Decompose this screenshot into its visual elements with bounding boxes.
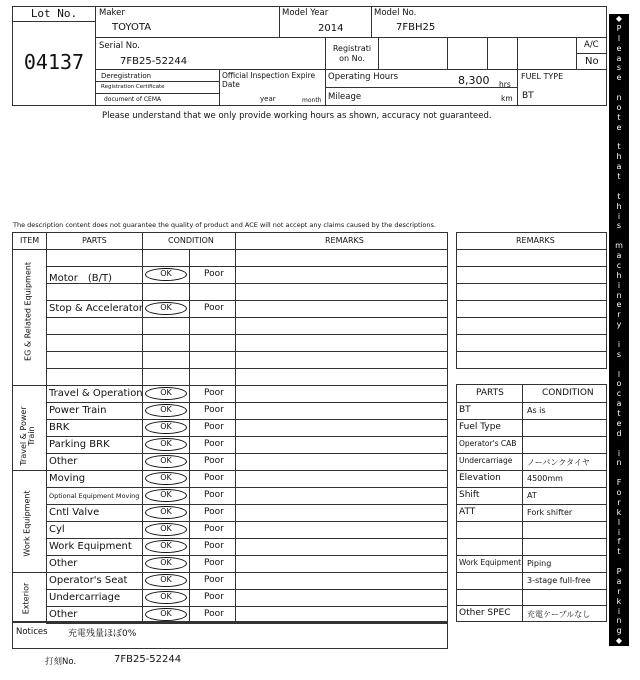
maker-label: Maker — [99, 8, 125, 18]
ac-value: No — [585, 56, 599, 67]
condition-poor: Poor — [204, 575, 224, 585]
condition-poor: Poor — [204, 456, 224, 466]
side-note-char: P — [616, 567, 622, 576]
row-part-label: Cntl Valve — [49, 507, 100, 518]
row-part-label: Moving — [49, 473, 86, 484]
header-item: ITEM — [20, 236, 40, 245]
condition-ok-circled: OK — [145, 387, 187, 400]
side-note-char: t — [617, 409, 621, 418]
spec-part: Work Equipment — [459, 558, 522, 567]
model-no-value: 7FBH25 — [396, 22, 436, 33]
condition-poor: Poor — [204, 422, 224, 432]
side-note-char: a — [616, 162, 622, 172]
deregistration-label: Deregistration — [101, 72, 152, 80]
side-note-char: c — [616, 389, 622, 399]
condition-ok-circled: OK — [145, 540, 187, 553]
lot-value-cell — [12, 21, 96, 106]
model-year-label: Model Year — [282, 8, 329, 18]
side-note-char — [609, 330, 629, 340]
group-work: Work Equipment — [22, 490, 32, 557]
row-part-label: Work Equipment — [49, 541, 132, 552]
stamp-label: 打刻No. — [45, 657, 77, 667]
side-location-note — [609, 14, 629, 646]
notices-value: 充電残量ほぼ0% — [68, 629, 137, 639]
condition-poor: Poor — [204, 541, 224, 551]
side-note-char: d — [616, 428, 622, 438]
side-note-char — [609, 231, 629, 241]
mileage-label: Mileage — [328, 92, 362, 102]
condition-ok-circled: OK — [145, 557, 187, 570]
registration-label: Registrati on No. — [332, 44, 372, 63]
side-note-char — [609, 557, 629, 567]
row-part-label: Operator's Seat — [49, 575, 128, 586]
condition-ok-circled: OK — [145, 421, 187, 434]
side-note-char: r — [617, 586, 621, 596]
condition-ok-circled: OK — [145, 523, 187, 536]
inspection-label: Official Inspection Expire Date — [222, 71, 316, 89]
group-eg: EG & Related Equipment — [23, 262, 33, 361]
cema-document-label: document of CEMA — [104, 96, 162, 103]
spec-condition: AT — [527, 491, 537, 500]
condition-poor: Poor — [204, 439, 224, 449]
condition-ok-circled: OK — [145, 472, 187, 485]
condition-poor: Poor — [204, 388, 224, 398]
condition-poor: Poor — [204, 303, 224, 313]
row-part-label: Optional Equipment Moving — [49, 492, 140, 500]
side-note-char: i — [617, 527, 621, 537]
side-note-char: l — [617, 517, 621, 527]
spec-condition: ノーパンクタイヤ — [527, 458, 590, 467]
row-part-label: Other — [49, 558, 78, 569]
spec-condition: 3-stage full-free — [527, 576, 591, 585]
side-note-char: y — [616, 320, 622, 330]
lot-number: 04137 — [23, 50, 85, 74]
side-note-char: i — [617, 448, 621, 458]
side-note-char — [609, 360, 629, 370]
condition-poor: Poor — [204, 592, 224, 602]
side-note-char: e — [616, 122, 622, 132]
side-note-char: ◆ — [615, 636, 623, 646]
side-note-char: l — [617, 369, 621, 379]
side-note-char: s — [616, 349, 622, 359]
right-remarks-header: REMARKS — [516, 236, 555, 245]
side-note-char: a — [616, 251, 622, 260]
condition-poor: Poor — [204, 405, 224, 415]
side-note-char: i — [617, 211, 621, 221]
side-note-char: g — [616, 626, 622, 636]
fuel-type-value: BT — [522, 91, 534, 101]
side-note-char: k — [616, 596, 622, 606]
side-note-char: o — [616, 488, 622, 497]
row-part-label: Other — [49, 456, 78, 467]
side-note-char: i — [617, 280, 621, 290]
row-part-label: Parking BRK — [49, 439, 110, 450]
side-note-char — [609, 468, 629, 478]
side-note-char: e — [616, 73, 622, 83]
side-note-char — [609, 133, 629, 143]
row-part-label: Travel & Operation — [49, 388, 143, 399]
side-note-char: m — [615, 241, 623, 251]
side-note-char: ◆ — [615, 14, 623, 23]
spec-condition: 4500mm — [527, 474, 563, 483]
header-condition: CONDITION — [168, 236, 214, 245]
condition-poor: Poor — [204, 558, 224, 568]
spec-part: Other SPEC — [459, 608, 511, 618]
lot-label-cell — [12, 6, 96, 22]
side-note-char: n — [616, 290, 622, 300]
mileage-unit: km — [501, 94, 513, 103]
ac-label: A/C — [584, 40, 599, 50]
spec-part: Shift — [459, 490, 480, 500]
condition-ok-circled: OK — [145, 268, 187, 281]
side-note-char: n — [616, 93, 622, 102]
notices-label: Notices — [16, 627, 48, 637]
row-part-label: Power Train — [49, 405, 107, 416]
side-note-char: h — [616, 201, 622, 211]
spec-part: Operator's CAB — [459, 439, 517, 448]
side-note-char: k — [616, 507, 622, 517]
spec-condition: Piping — [527, 559, 552, 568]
side-note-char: t — [617, 191, 621, 201]
lot-label: Lot No. — [30, 7, 78, 20]
side-note-char: a — [616, 399, 622, 409]
side-note-char: n — [616, 616, 622, 626]
inspection-year-label: year — [260, 95, 276, 103]
side-note-char: r — [617, 310, 621, 320]
side-note-char: n — [616, 458, 622, 468]
condition-ok-circled: OK — [145, 506, 187, 519]
side-note-char: F — [616, 478, 622, 488]
hours-accuracy-notice: Please understand that we only provide working hours as shown, accuracy not guaranteed. — [102, 111, 492, 121]
spec-condition: As is — [527, 406, 546, 415]
spec-part: BT — [459, 405, 471, 415]
condition-poor: Poor — [204, 507, 224, 517]
side-note-char: t — [617, 142, 621, 152]
side-note-char: e — [616, 300, 622, 310]
operating-hours-label: Operating Hours — [328, 72, 399, 82]
header-remarks: REMARKS — [325, 236, 364, 245]
condition-poor: Poor — [204, 473, 224, 483]
side-note-char: h — [616, 152, 622, 162]
group-exterior: Exterior — [21, 582, 31, 615]
group-travel: Travel & Power Train — [19, 406, 36, 466]
side-note-char: l — [617, 33, 621, 43]
side-note-char: s — [616, 221, 622, 231]
side-note-char: e — [616, 418, 622, 428]
side-note-char: t — [617, 547, 621, 557]
condition-ok-circled: OK — [145, 608, 187, 621]
side-note-char: a — [616, 576, 622, 586]
serial-label: Serial No. — [99, 41, 140, 51]
side-note-char — [609, 83, 629, 93]
side-note-char: a — [616, 53, 622, 63]
side-note-char: r — [617, 497, 621, 507]
side-note-char: h — [616, 270, 622, 280]
spec-part: Elevation — [459, 473, 501, 483]
condition-poor: Poor — [204, 524, 224, 534]
side-note-char: e — [616, 43, 622, 53]
stamp-value: 7FB25-52244 — [114, 654, 182, 665]
side-note-char: P — [616, 23, 622, 33]
condition-poor: Poor — [204, 269, 224, 279]
side-note-char: i — [617, 339, 621, 349]
condition-ok-circled: OK — [145, 455, 187, 468]
spec-part: Undercarriage — [459, 456, 513, 465]
header-parts: PARTS — [82, 236, 107, 245]
spec-header-condition: CONDITION — [542, 388, 594, 398]
maker-value: TOYOTA — [112, 22, 152, 33]
side-note-char: s — [616, 63, 622, 73]
condition-poor: Poor — [204, 609, 224, 619]
disclaimer: The description content does not guarantee the quality of product and ACE will not accept any claims caused by the descriptions. — [13, 221, 436, 229]
row-part-label: Motor (B/T) — [49, 273, 113, 284]
spec-condition: 充電ケーブルなし — [527, 610, 591, 619]
spec-part: ATT — [459, 507, 476, 517]
operating-hours-value: 8,300 — [458, 74, 490, 87]
spec-header-parts: PARTS — [476, 388, 504, 398]
side-note-char: i — [617, 606, 621, 616]
condition-ok-circled: OK — [145, 574, 187, 587]
side-note-char: o — [616, 379, 622, 389]
row-part-label: Cyl — [49, 524, 65, 535]
model-no-label: Model No. — [374, 8, 417, 18]
side-note-char: c — [616, 260, 622, 270]
side-note-char: t — [617, 172, 621, 181]
hours-unit: hrs — [499, 80, 511, 89]
spec-condition: Fork shifter — [527, 508, 573, 517]
spec-part: Fuel Type — [459, 422, 501, 432]
row-part-label: Undercarriage — [49, 592, 121, 603]
condition-poor: Poor — [204, 490, 224, 500]
row-part-label: Other — [49, 609, 78, 620]
condition-ok-circled: OK — [145, 489, 187, 502]
side-note-char: o — [616, 102, 622, 112]
side-note-char: f — [617, 537, 621, 547]
condition-ok-circled: OK — [145, 591, 187, 604]
row-part-label: Stop & Accelerator — [49, 303, 144, 314]
condition-ok-circled: OK — [145, 302, 187, 315]
side-note-char — [609, 182, 629, 192]
side-note-char — [609, 439, 629, 449]
row-part-label: BRK — [49, 422, 70, 433]
inspection-month-label: month — [302, 97, 322, 104]
fuel-type-label: FUEL TYPE — [521, 72, 564, 81]
registration-certificate-label: Registration Certificate — [101, 84, 165, 90]
condition-ok-circled: OK — [145, 438, 187, 451]
serial-value: 7FB25-52244 — [120, 56, 188, 67]
side-note-char: t — [617, 112, 621, 122]
model-year-value: 2014 — [318, 23, 344, 34]
condition-ok-circled: OK — [145, 404, 187, 417]
